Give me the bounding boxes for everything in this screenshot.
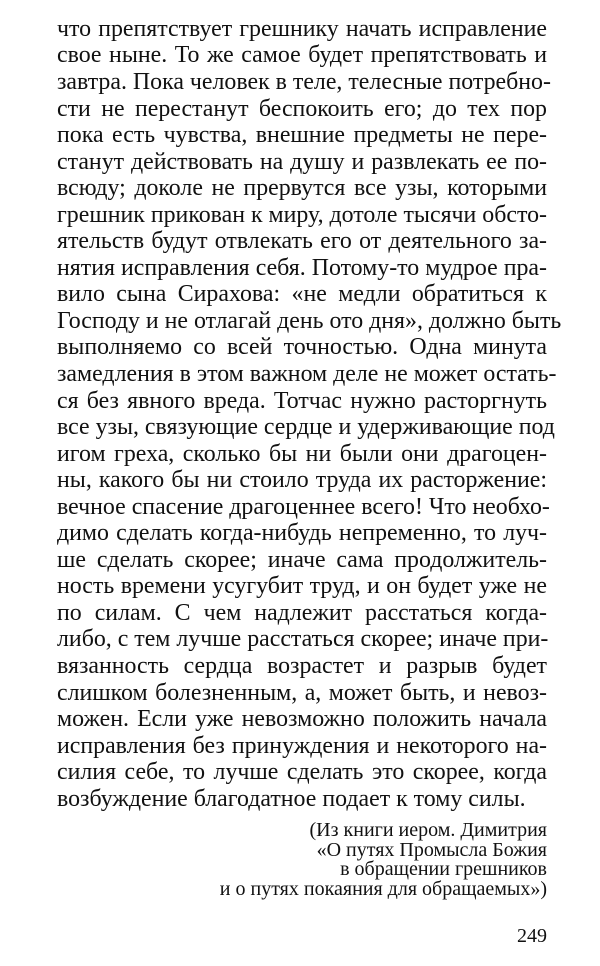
body-line: игом греха, сколько бы ни были они драгоцен- <box>57 440 547 467</box>
body-line: ятельств будут отвлекать его от деятельного за- <box>57 228 547 255</box>
body-text <box>57 15 562 812</box>
body-line: выполняемо со всей точностью. Одна минута <box>57 334 547 361</box>
body-line: ность времени усугубит труд, и он будет уже не <box>57 573 547 600</box>
body-line: станут действовать на душу и развлекать ее по- <box>57 148 547 175</box>
attribution-line: в обращении грешников <box>340 858 547 880</box>
body-line: всюду; доколе не прервутся все узы, которыми <box>57 175 547 202</box>
body-line: слишком болезненным, а, может быть, и невоз- <box>57 679 547 706</box>
body-line: свое ныне. То же самое будет препятствовать и <box>57 42 547 69</box>
body-line: исправления без принуждения и некоторого на- <box>57 732 547 759</box>
body-line: что препятствует грешнику начать исправление <box>57 15 547 42</box>
body-line: вило сына Сирахова: «не медли обратиться к <box>57 281 547 308</box>
body-line: ся без явного вреда. Тотчас нужно расторгнуть <box>57 387 547 414</box>
body-line: пока есть чувства, внешние предметы не пере- <box>57 122 547 149</box>
body-line: завтра. Пока человек в теле, телесные потребно- <box>57 68 551 95</box>
body-line: либо, с тем лучше расстаться скорее; иначе при- <box>57 626 549 653</box>
body-line: ны, какого бы ни стоило труда их расторжение: <box>57 467 547 494</box>
body-line: ше сделать скорее; иначе сама продолжитель- <box>57 546 547 573</box>
body-line: грешник прикован к миру, дотоле тысячи обсто- <box>57 201 547 228</box>
body-line: нятия исправления себя. Потому-то мудрое пра- <box>57 254 547 281</box>
attribution-line: (Из книги иером. Димитрия <box>309 819 547 841</box>
body-line: вязанность сердца возрастет и разрыв будет <box>57 653 547 679</box>
body-line: силия себе, то лучше сделать это скорее, когда <box>57 759 547 786</box>
body-line: Господу и не отлагай день ото дня», должно быть <box>57 307 562 334</box>
page-number: 249 <box>517 925 547 947</box>
body-line: вечное спасение драгоценнее всего! Что необхо- <box>57 493 550 520</box>
body-line: возбуждение благодатное подает к тому силы. <box>57 785 526 812</box>
body-line: можен. Если уже невозможно положить начала <box>57 706 547 733</box>
body-line: замедления в этом важном деле не может остать- <box>57 360 557 387</box>
source-attribution <box>220 821 547 899</box>
body-line: сти не перестанут беспокоить его; до тех пор <box>57 95 547 122</box>
body-line: по силам. С чем надлежит расстаться когда- <box>57 599 547 626</box>
attribution-line: и о путях покаяния для обращаемых») <box>219 877 547 900</box>
attribution-line: «О путях Промысла Божия <box>316 838 547 861</box>
body-line: все узы, связующие сердце и удерживающие под <box>57 414 555 441</box>
body-line: димо сделать когда-нибудь непременно, то луч- <box>57 520 547 547</box>
